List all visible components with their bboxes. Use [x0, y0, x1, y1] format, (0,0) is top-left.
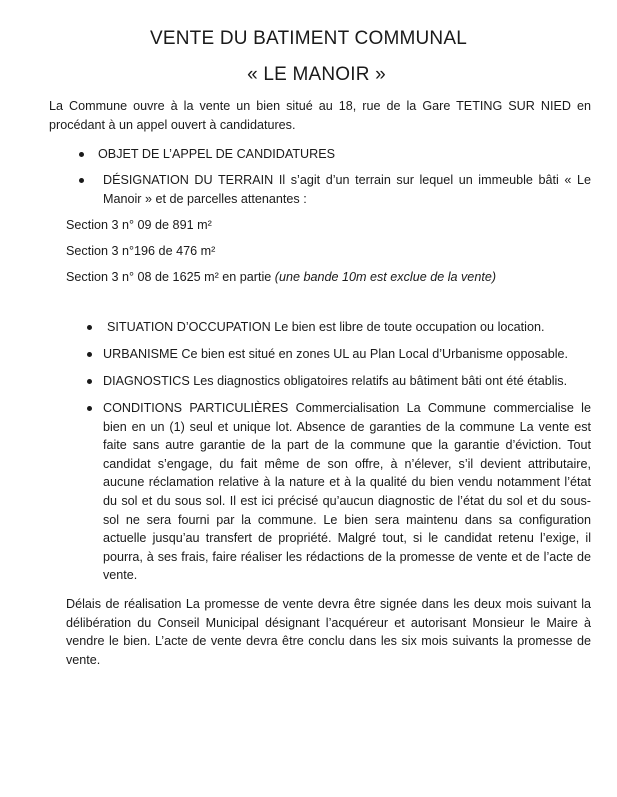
bullet-situation: SITUATION D’OCCUPATION Le bien est libre de toute occupation ou location. [107, 320, 545, 334]
document-title: VENTE DU BATIMENT COMMUNAL [150, 28, 467, 49]
bullet-icon [79, 152, 84, 157]
section-line-3-text: Section 3 n° 08 de 1625 m² en partie [66, 270, 272, 284]
intro-paragraph: La Commune ouvre à la vente un bien situé au 18, rue de la Gare TETING SUR NIED en procédant à un appel ouvert à candidatures. [49, 99, 591, 132]
bullet-urbanisme: URBANISME Ce bien est situé en zones UL au Plan Local d’Urbanisme opposable. [103, 347, 569, 361]
bullet-icon [79, 178, 84, 183]
section-note: (une bande 10m est exclue de la vente) [274, 270, 497, 284]
section-line-3 [66, 268, 496, 287]
bullet-diagnostics: DIAGNOSTICS Les diagnostics obligatoires relatifs au bâtiment bâti ont été établis. [103, 374, 568, 388]
section-line-1: Section 3 n° 09 de 891 m² [66, 218, 212, 232]
section-line-2: Section 3 n°196 de 476 m² [66, 244, 216, 258]
bullet-objet: OBJET DE L’APPEL DE CANDIDATURES [98, 147, 336, 161]
bullet-conditions: CONDITIONS PARTICULIÈRES Commercialisation La Commune commercialise le bien en un (1) seul et unique lot. Absence de garanties de la commune La vente est faite sans autre garantie de la part de la commune que la garantie d’éviction. Tout candidat s’engage, du fait même de son offre, à n’élever, s’il devient attributaire, aucune réclamation relative à la nature et à la qualité du bien vendu notamment l’état du sol et du sous sol. Il est ici précisé qu’aucun diagnostic de l’état du sol et du sous-sol ne sera fourni par la commune. Le bien sera maintenu dans sa configuration actuelle jusqu’au transfert de propriété. Malgré tout, si le candidat retenu l’exige, il pourra, à ses frais, faire réaliser les rédactions de la promesse de vente et de l’acte de vente. [103, 401, 591, 583]
bullet-icon [87, 406, 92, 411]
delais-paragraph: Délais de réalisation La promesse de vente devra être signée dans les deux mois suivant la délibération du Conseil Municipal désignant l’acquéreur et autorisant Monsieur le Maire à vendre le bien. L’acte de vente devra être conclu dans les six mois suivants la promesse de vente. [66, 597, 591, 667]
bullet-icon [87, 325, 92, 330]
bullet-icon [87, 352, 92, 357]
bullet-icon [87, 379, 92, 384]
bullet-designation: DÉSIGNATION DU TERRAIN Il s’agit d’un terrain sur lequel un immeuble bâti « Le Manoir » et de parcelles attenantes : [103, 173, 591, 206]
document-subtitle: « LE MANOIR » [247, 64, 386, 85]
